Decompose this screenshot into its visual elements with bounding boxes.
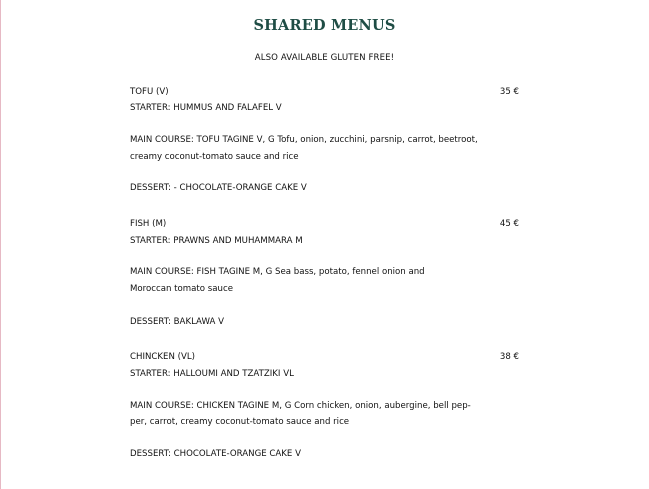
menu-starter: STARTER: PRAWNS AND MUHAMMARA M [130,236,303,246]
menu-price: 38 € [499,352,519,362]
menu-price: 45 € [499,219,519,229]
menu-price: 35 € [499,87,519,97]
gluten-free-note: ALSO AVAILABLE GLUTEN FREE! [254,53,395,63]
menu-name: FISH (M) [130,219,167,229]
menu-main-course: MAIN COURSE: CHICKEN TAGINE M, G Corn chicken, onion, aubergine, bell pep- [130,401,471,411]
menu-main-course-continued: per, carrot, creamy coconut-tomato sauce and rice [130,417,350,427]
menu-starter: STARTER: HUMMUS AND FALAFEL V [130,103,282,113]
menu-name: CHINCKEN (VL) [130,352,196,362]
menu-dessert: DESSERT: - CHOCOLATE-ORANGE CAKE V [130,183,307,193]
menu-main-course-continued: Moroccan tomato sauce [130,284,233,294]
page-left-border [0,0,1,489]
menu-dessert: DESSERT: CHOCOLATE-ORANGE CAKE V [130,449,301,459]
page-title: SHARED MENUS [253,17,396,34]
menu-main-course-continued: creamy coconut-tomato sauce and rice [130,152,299,162]
menu-starter: STARTER: HALLOUMI AND TZATZIKI VL [130,369,294,379]
menu-name: TOFU (V) [130,87,169,97]
menu-main-course: MAIN COURSE: FISH TAGINE M, G Sea bass, potato, fennel onion and [130,267,425,277]
menu-dessert: DESSERT: BAKLAWA V [130,317,224,327]
menu-main-course: MAIN COURSE: TOFU TAGINE V, G Tofu, onion, zucchini, parsnip, carrot, beetroot, [130,135,478,145]
